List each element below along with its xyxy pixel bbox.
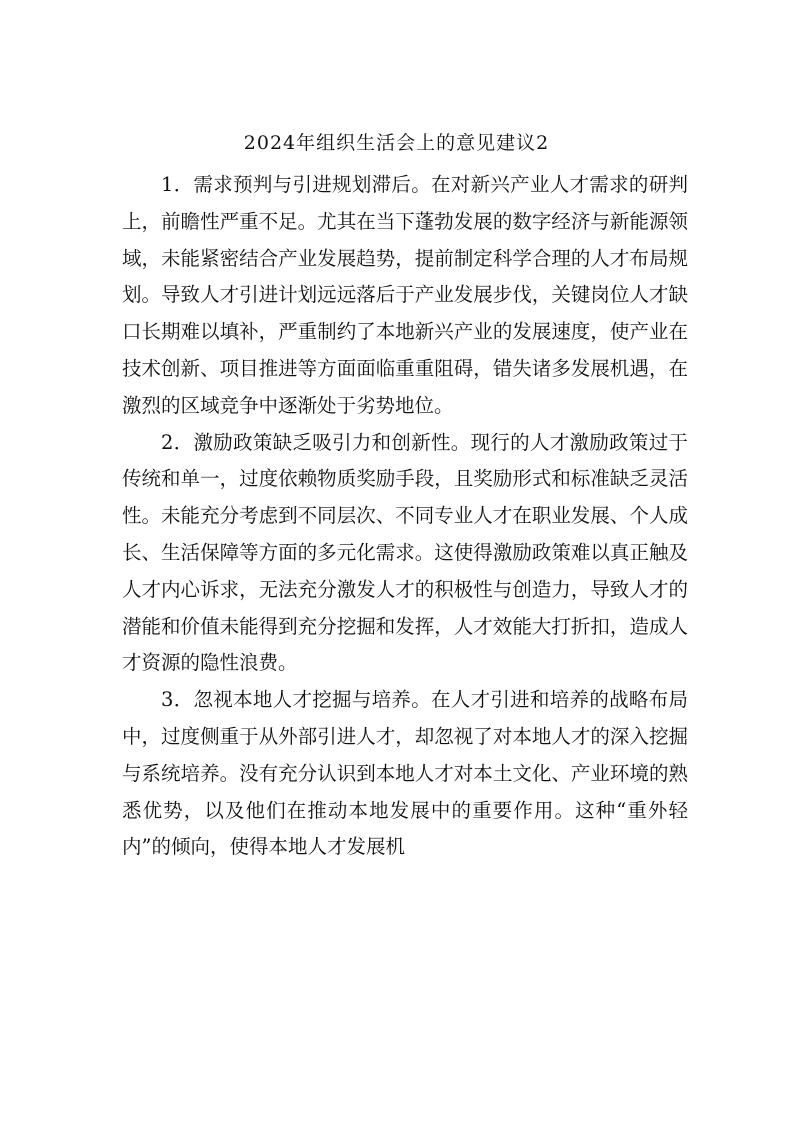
- paragraph-2: 2．激励政策缺乏吸引力和创新性。现行的人才激励政策过于传统和单一，过度依赖物质奖励手段，且奖励形式和标准缺乏灵活性。未能充分考虑到不同层次、不同专业人才在职业发展、个人成长、生活保障等方面的多元化需求。这使得激励政策难以真正触及人才内心诉求，无法充分激发人才的积极性与创造力，导致人才的潜能和价值未能得到充分挖掘和发挥，人才效能大打折扣，造成人才资源的隐性浪费。: [122, 430, 688, 675]
- paragraph-1: 1．需求预判与引进规划滞后。在对新兴产业人才需求的研判上，前瞻性严重不足。尤其在当下蓬勃发展的数字经济与新能源领域，未能紧密结合产业发展趋势，提前制定科学合理的人才布局规划。导致人才引进计划远远落后于产业发展步伐，关键岗位人才缺口长期难以填补，严重制约了本地新兴产业的发展速度，使产业在技术创新、项目推进等方面面临重重阻碍，错失诸多发展机遇，在激烈的区域竞争中逐渐处于劣势地位。: [122, 173, 688, 417]
- document-body: [122, 167, 688, 866]
- paragraph-3: 3．忽视本地人才挖掘与培养。在人才引进和培养的战略布局中，过度侧重于从外部引进人才，却忽视了对本地人才的深入挖掘与系统培养。没有充分认识到本地人才对本土文化、产业环境的熟悉优势，以及他们在推动本地发展中的重要作用。这种“重外轻内”的倾向，使得本地人才发展机: [122, 688, 688, 859]
- document-title: 2024年组织生活会上的意见建议2: [243, 132, 550, 154]
